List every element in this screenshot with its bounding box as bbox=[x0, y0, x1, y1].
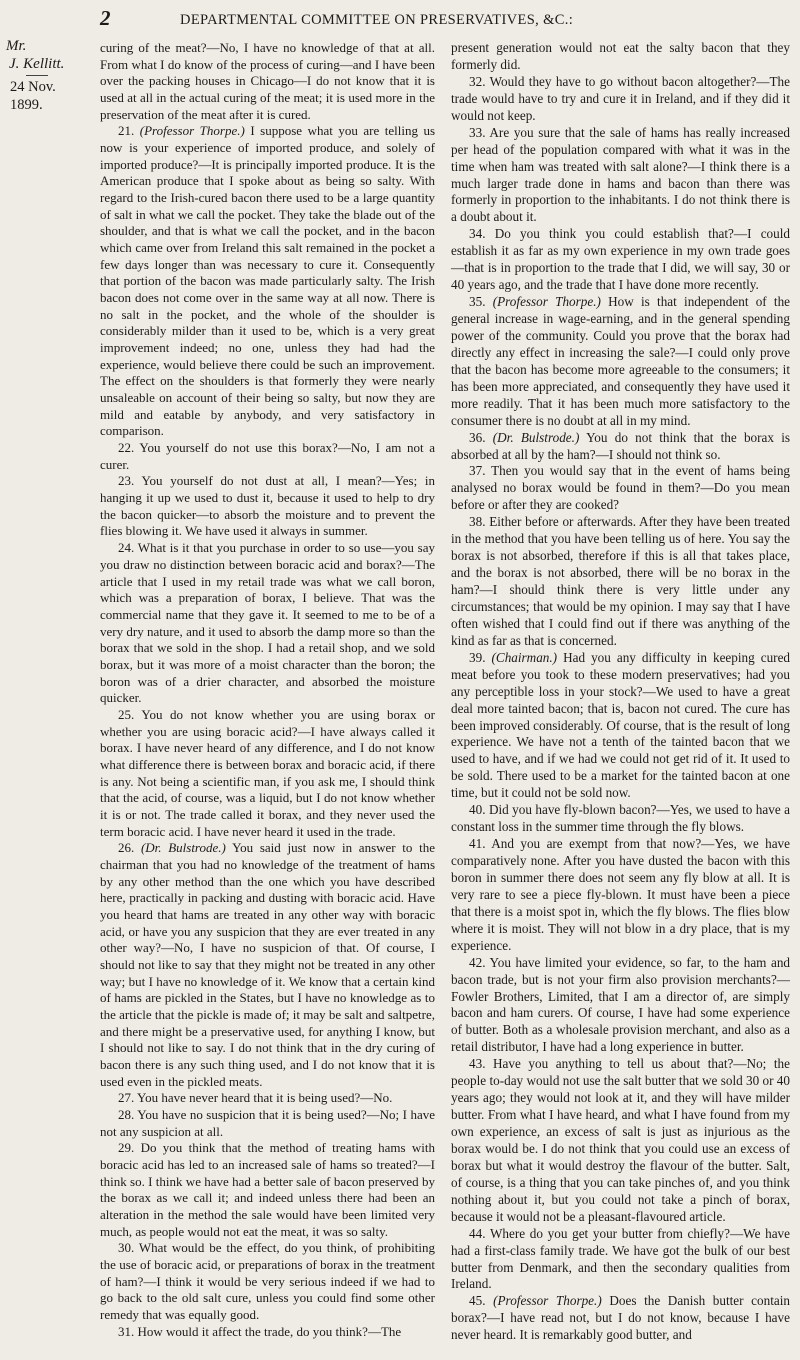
left-column bbox=[100, 40, 435, 1340]
running-head: DEPARTMENTAL COMMITTEE ON PRESERVATIVES, &C.: bbox=[180, 12, 574, 28]
question-number: 32. bbox=[469, 73, 486, 89]
question-paragraph bbox=[100, 1107, 435, 1140]
paragraph-text: Did you have fly-blown bacon?—Yes, we used to have a constant loss in the summer time through the fly blows. bbox=[451, 802, 790, 835]
question-number: 42. bbox=[469, 954, 486, 970]
speaker-label: (Chairman.) bbox=[491, 649, 558, 665]
paragraph-text: You yourself do not use this borax?—No, I am not a curer. bbox=[100, 440, 435, 472]
continued-paragraph bbox=[100, 40, 435, 123]
paragraph-text: You have never heard that it is being used?—No. bbox=[137, 1090, 393, 1106]
paragraph-text: Do you think you could establish that?—I could establish it as far as my own experience in my own trade goes—that is in proportion to the trade that I did, we will say, 30 or 40 years ago, and the trade that I have done more recently. bbox=[451, 226, 791, 293]
question-paragraph bbox=[100, 707, 435, 840]
question-number: 22. bbox=[118, 440, 135, 456]
question-paragraph bbox=[451, 125, 790, 227]
paragraph-text: And you are exempt from that now?—Yes, we have comparatively none. After you have dusted the bacon with this boron in summer there does not seem any fly blow at all. It is very rare to see a piece fly-blown. It must have been a piece that there is a moist spot in, which the fly blows. The flies blow where it is moist. They will not blow in a dry place, that is my experience. bbox=[451, 836, 790, 953]
paragraph-text: What is it that you purchase in order to so use—you say you draw no distinction between boracic acid and borax?—The article that I used in my retail trade was what we call boron, which was a preparation of borax, I believe. That was the commercial name that they gave it. It seemed to me to be of a very dry nature, and it used to absorb the damp more so than the borax that we sold in the shop. I had a retail shop, and we sold borax, but it was more of a moist character than the boron; the boron was of a drier character, and absorbed the moisture quicker. bbox=[100, 540, 435, 706]
question-paragraph bbox=[451, 1056, 790, 1225]
paragraph-text: Then you would say that in the event of hams being analysed no borax would be found in them?—Do you mean before or after they are cooked? bbox=[451, 463, 791, 513]
paragraph-text: Does the Danish butter contain borax?—I have read not, but I do not know, because I have never heard. It is remarkably good butter, and bbox=[451, 1293, 790, 1343]
question-paragraph bbox=[100, 123, 435, 440]
paragraph-text: present generation would not eat the salty bacon that they formerly did. bbox=[451, 40, 790, 72]
question-number: 43. bbox=[469, 1056, 486, 1072]
question-number: 27. bbox=[118, 1090, 135, 1106]
question-number: 39. bbox=[469, 649, 486, 665]
question-number: 30. bbox=[118, 1240, 135, 1256]
paragraph-text: Would they have to go without bacon altogether?—The trade would have to try and cure it in Ireland, and if they did it would not keep. bbox=[451, 73, 791, 123]
speaker-label: (Professor Thorpe.) bbox=[493, 1293, 602, 1309]
paragraph-text: You do not know whether you are using borax or whether you are using boracic acid?—I have always called it borax. I have never heard of any difference, and I do not know what difference there is between borax and boracic acid, if there is any. Not being a scientific man, if you ask me, I should think that the acid, of course, was a liquid, but I do not know whether it is or not. The trade called it borax, and they never used the term boracic acid. I have never heard it used in the trade. bbox=[100, 706, 435, 839]
question-paragraph bbox=[451, 430, 790, 464]
paragraph-text: Either before or afterwards. After they have been treated in the method that you have been telling us of here. You say the borax is not absorbed, therefore if this is all that takes place, and the borax is not absorbed, there will be no borax in the ham?—I should think there is very little under any circumstances; that would be my opinion. I may say that I have often wished that I could find out if there was anything of the kind as far as that is concerned. bbox=[451, 514, 791, 648]
continued-paragraph bbox=[451, 40, 790, 74]
question-number: 37. bbox=[469, 463, 486, 479]
question-number: 36. bbox=[469, 429, 486, 445]
question-paragraph bbox=[100, 473, 435, 540]
question-paragraph bbox=[100, 1090, 435, 1107]
question-number: 38. bbox=[469, 514, 486, 530]
question-paragraph bbox=[451, 74, 790, 125]
witness-name: J. Kellitt. bbox=[9, 55, 65, 72]
margin-note bbox=[6, 38, 76, 114]
paragraph-text: You said just now in answer to the chairman that you had no knowledge of the treatment of hams by any other method than the one which you have described here, practically in packing and dusting with boracic acid. Have you heard that hams are treated in any other way with boracic acid, or have you any suspicion that they are ever treated in any other way?—No, I have no suspicion of that. Of course, I should not like to say that they might not be treated in any other way; but I have no knowledge of it. We know that a certain kind of hams are pickled in the States, but I have no knowledge as to the article that the pickle is made of; it may be salt and saltpetre, and there might be a preservative used, for anything I know, but I should not like to say. I do not think that in the dry curing of bacon there is any such thing used, and I do not know that it is used even in the pickled meats. bbox=[100, 840, 435, 1089]
question-paragraph bbox=[451, 836, 790, 955]
question-paragraph bbox=[451, 514, 790, 650]
question-number: 23. bbox=[118, 473, 135, 489]
question-number: 21. bbox=[118, 123, 135, 139]
question-paragraph bbox=[451, 294, 790, 430]
question-paragraph bbox=[100, 1140, 435, 1240]
speaker-label: (Dr. Bulstrode.) bbox=[140, 840, 226, 856]
question-number: 26. bbox=[118, 840, 135, 856]
paragraph-text: You have limited your evidence, so far, to the ham and bacon trade, but is not your firm also provision merchants?—Fowler Brothers, Limited, that I am a director of, are simply bacon and ham curers. Of course, I have had some experience of butter. Both as a wholesale provision merchant, and also as a retail distributor, I have had a long experience in butter. bbox=[451, 954, 791, 1055]
question-paragraph bbox=[100, 540, 435, 707]
question-number: 25. bbox=[118, 706, 135, 722]
paragraph-text: Do you think that the method of treating hams with boracic acid has led to an increased sale of hams so treated?—I think so. I think we have had a better sale of bacon preserved by the borax as we call it; and indeed unless there had been an alteration in the method the sale would have been limited very much, as people would not eat the meat, it was so salty. bbox=[100, 1140, 436, 1239]
paragraph-text: Are you sure that the sale of hams has really increased per head of the population compared with what it was in the time when ham was treated with salt alone?—I think there is a much larger trade done in hams and bacon than there was formerly in proportion to the inhabitants. I do not think there is a doubt about it. bbox=[451, 124, 790, 225]
question-paragraph bbox=[100, 840, 435, 1090]
speaker-label: (Professor Thorpe.) bbox=[139, 123, 245, 139]
right-column bbox=[451, 40, 790, 1344]
question-paragraph bbox=[451, 226, 790, 294]
question-number: 35. bbox=[469, 294, 486, 310]
question-number: 33. bbox=[469, 124, 486, 140]
question-paragraph bbox=[451, 1226, 790, 1294]
question-number: 28. bbox=[118, 1107, 135, 1122]
question-number: 45. bbox=[469, 1293, 486, 1309]
paragraph-text: How would it affect the trade, do you think?—The bbox=[137, 1323, 402, 1339]
paragraph-text: Have you anything to tell us about that?—No; the people to-day would not use the salt butter that we sold 30 or 40 years ago; they would not look at it, and they will have milder butter. From what I have heard, and what I have found from my own experience, an excess of salt is just as injurious as the borax would be. I do not think that you could use an excess of borax but what it would destroy the flavour of the butter. Salt, of course, is a thing that you can take pinches of, and you think nothing about it, but you could not take a pinch of borax, because it would not be a pleasant-flavoured article. bbox=[451, 1056, 790, 1224]
paragraph-text: Where do you get your butter from chiefly?—We have had a first-class family trade. We have got the bulk of our best butter from Denmark, and then the secondary qualities from Ireland. bbox=[451, 1225, 791, 1292]
paragraph-text: You yourself do not dust at all, I mean?—Yes; in hanging it up we used to dust it, because it used to help to dry the bacon quicker—to absorb the moisture and to prevent the flies blowing it. We have used it always in summer. bbox=[100, 473, 435, 539]
page-number: 2 bbox=[100, 6, 111, 30]
margin-rule bbox=[26, 75, 48, 76]
question-paragraph bbox=[100, 440, 435, 473]
question-number: 41. bbox=[469, 836, 486, 852]
speaker-label: (Professor Thorpe.) bbox=[492, 294, 601, 310]
question-number: 31. bbox=[118, 1323, 135, 1339]
witness-prefix: Mr. bbox=[6, 38, 27, 54]
paragraph-text: You have no suspicion that it is being used?—No; I have not any suspicion at all. bbox=[100, 1107, 435, 1139]
question-paragraph bbox=[451, 955, 790, 1057]
question-number: 40. bbox=[469, 802, 486, 818]
question-number: 24. bbox=[118, 540, 135, 556]
question-paragraph bbox=[451, 463, 790, 514]
speaker-label: (Dr. Bulstrode.) bbox=[492, 429, 580, 445]
question-paragraph bbox=[451, 650, 790, 802]
question-paragraph bbox=[100, 1240, 435, 1323]
sitting-date: 24 Nov. 1899. bbox=[10, 79, 56, 113]
paragraph-text: Had you any difficulty in keeping cured meat before you took to these modern preservatives; had you any perceptible loss in your stock?—We used to have a great deal more tainted bacon; that is, bacon not cured. The cure has been improved considerably. Of course, that is the result of long experience. We have not a tenth of the tainted bacon that we used to have, and if we had we could not get rid of it. It used to be sold. There used to be a market for the tainted bacon at one time, but it could not be sold now. bbox=[451, 649, 791, 801]
paragraph-text: I suppose what you are telling us now is your experience of imported produce, and solely of imported produce?—It is principally imported produce. It is the American produce that I spoke about as being so salty. With regard to the Irish-cured bacon there used to be a large quantity of salt in what we call the pocket. They take the blade out of the shoulder, and that is what we call the pocket, and in the bacon which came over from Ireland this salt remained in the pocket a few days longer than was necessary to cure it. Consequently that portion of the bacon was made particularly salty. The Irish bacon does not come over in the same way at all now. There is no salt in the pocket, and the whole of the shoulder is considerably milder than it used to be, which is a very great improvement indeed; no one, unless they had had the experience, would believe there could be such an improvement. The effect on the shoulders is that formerly they were nearly unsaleable on account of their being so salty, but now they are mild and eatable by anybody, and very satisfactory in comparison. bbox=[100, 123, 436, 439]
question-paragraph bbox=[100, 1324, 435, 1341]
question-paragraph bbox=[451, 1293, 790, 1344]
question-number: 34. bbox=[469, 226, 486, 242]
paragraph-text: curing of the meat?—No, I have no knowledge of that at all. From what I do know of the process of curing—and I have been over the packing houses in Chicago—I do not know that it is used at all in the actual curing of the meat; it is used more in the preservation of the meat after it is cured. bbox=[100, 40, 435, 122]
question-paragraph bbox=[451, 802, 790, 836]
question-number: 44. bbox=[469, 1225, 486, 1241]
paragraph-text: What would be the effect, do you think, of prohibiting the use of boracic acid, or preparations of borax in the treatment of ham?—I think it would be very serious indeed if we had to go back to the old salt cure, unless you could find some other remedy that was equally good. bbox=[100, 1240, 436, 1323]
paragraph-text: How is that independent of the general increase in wage-earning, and in the general spending power of the community. Could you prove that the borax had directly any effect in increasing the sale?—I could only prove that the bacon has become more agreeable to the consumers; it has been more appreciated, and consequently they have used it more readily. That it has been much more satisfactory to the consumer there is no doubt at all in my mind. bbox=[451, 294, 791, 428]
question-number: 29. bbox=[118, 1140, 135, 1156]
paragraph-text: You do not think that the borax is absorbed at all by the ham?—I should not think so. bbox=[451, 429, 791, 462]
